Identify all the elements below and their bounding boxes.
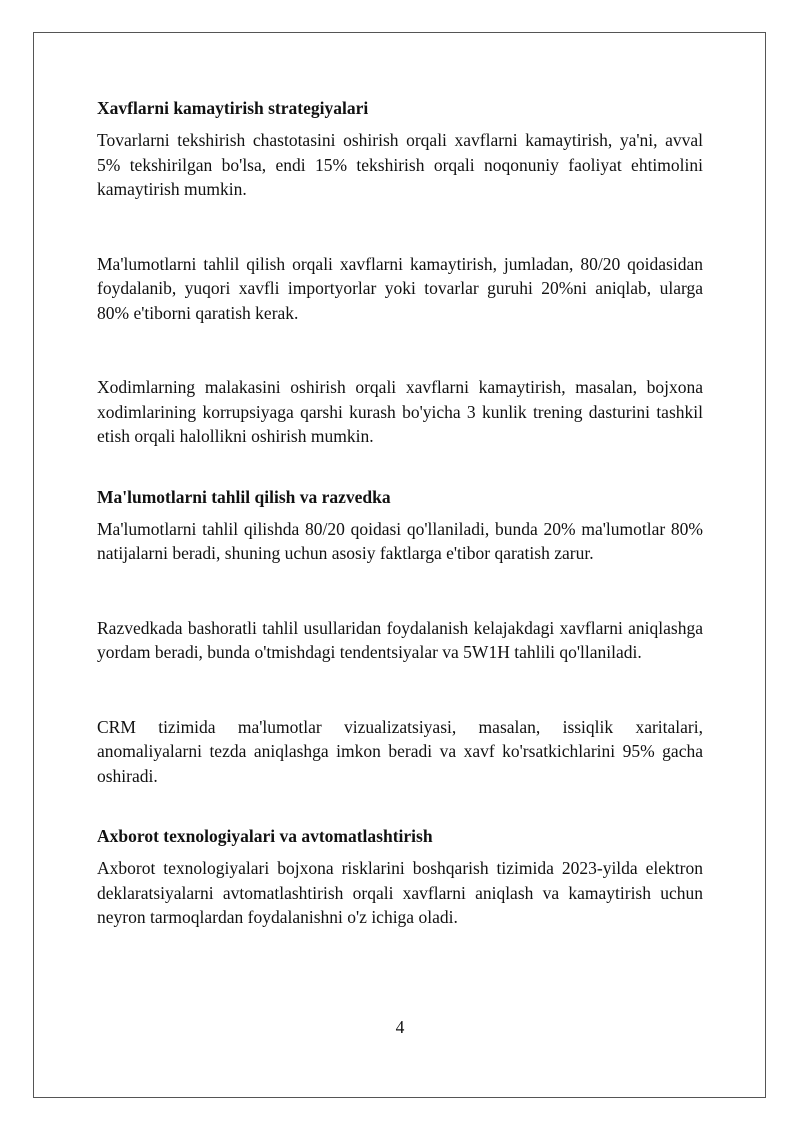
page-number: 4 [395,1017,405,1037]
paragraph: Ma'lumotlarni tahlil qilishda 80/20 qoidasi qo'llaniladi, bunda 20% ma'lumotlar 80% natijalarni beradi, shuning uchun asosiy faktlarga e'tibor qaratish zarur. [97,518,703,563]
paragraph: Tovarlarni tekshirish chastotasini oshirish orqali xavflarni kamaytirish, ya'ni, avval 5% tekshirilgan bo'lsa, endi 15% tekshirish orqali noqonuniy faoliyat ehtimolini kamaytirish mumkin. [97,130,703,199]
paragraph: Ma'lumotlarni tahlil qilish orqali xavflarni kamaytirish, jumladan, 80/20 qoidasidan foydalanib, yuqori xavfli importyorlar yoki tovarlar guruhi 20%ni aniqlab, ularga 80% e'tiborni qaratish kerak. [97,253,703,323]
section-heading: Axborot texnologiyalari va avtomatlashtirish [97,826,433,846]
paragraph: Razvedkada bashoratli tahlil usullaridan foydalanish kelajakdagi xavflarni aniqlashga yordam beradi, bunda o'tmishdagi tendentsiyalar va 5W1H tahlili qo'llaniladi. [97,617,703,662]
paragraph: Xodimlarning malakasini oshirish orqali xavflarni kamaytirish, masalan, bojxona xodimlarining korrupsiyaga qarshi kurash bo'yicha 3 kunlik trening dasturini tashkil etish orqali halollikni oshirish mumkin. [97,377,703,446]
document-body [97,96,703,930]
paragraph: CRM tizimida ma'lumotlar vizualizatsiyasi, masalan, issiqlik xaritalari, anomaliyalarni tezda aniqlashga imkon beradi va xavf ko'rsatkichlarini 95% gacha oshiradi. [97,716,703,786]
paragraph: Axborot texnologiyalari bojxona risklarini boshqarish tizimida 2023-yilda elektron deklaratsiyalarni avtomatlashtirish orqali xavflarni aniqlash va kamaytirish uchun neyron tarmoqlardan foydalanishni o'z ichiga oladi. [97,858,703,927]
section-heading: Xavflarni kamaytirish strategiyalari [97,98,369,118]
section-risk-reduction [97,96,703,449]
section-data-analysis [97,485,703,789]
section-it-automation [97,824,703,930]
section-heading: Ma'lumotlarni tahlil qilish va razvedka [97,486,391,507]
